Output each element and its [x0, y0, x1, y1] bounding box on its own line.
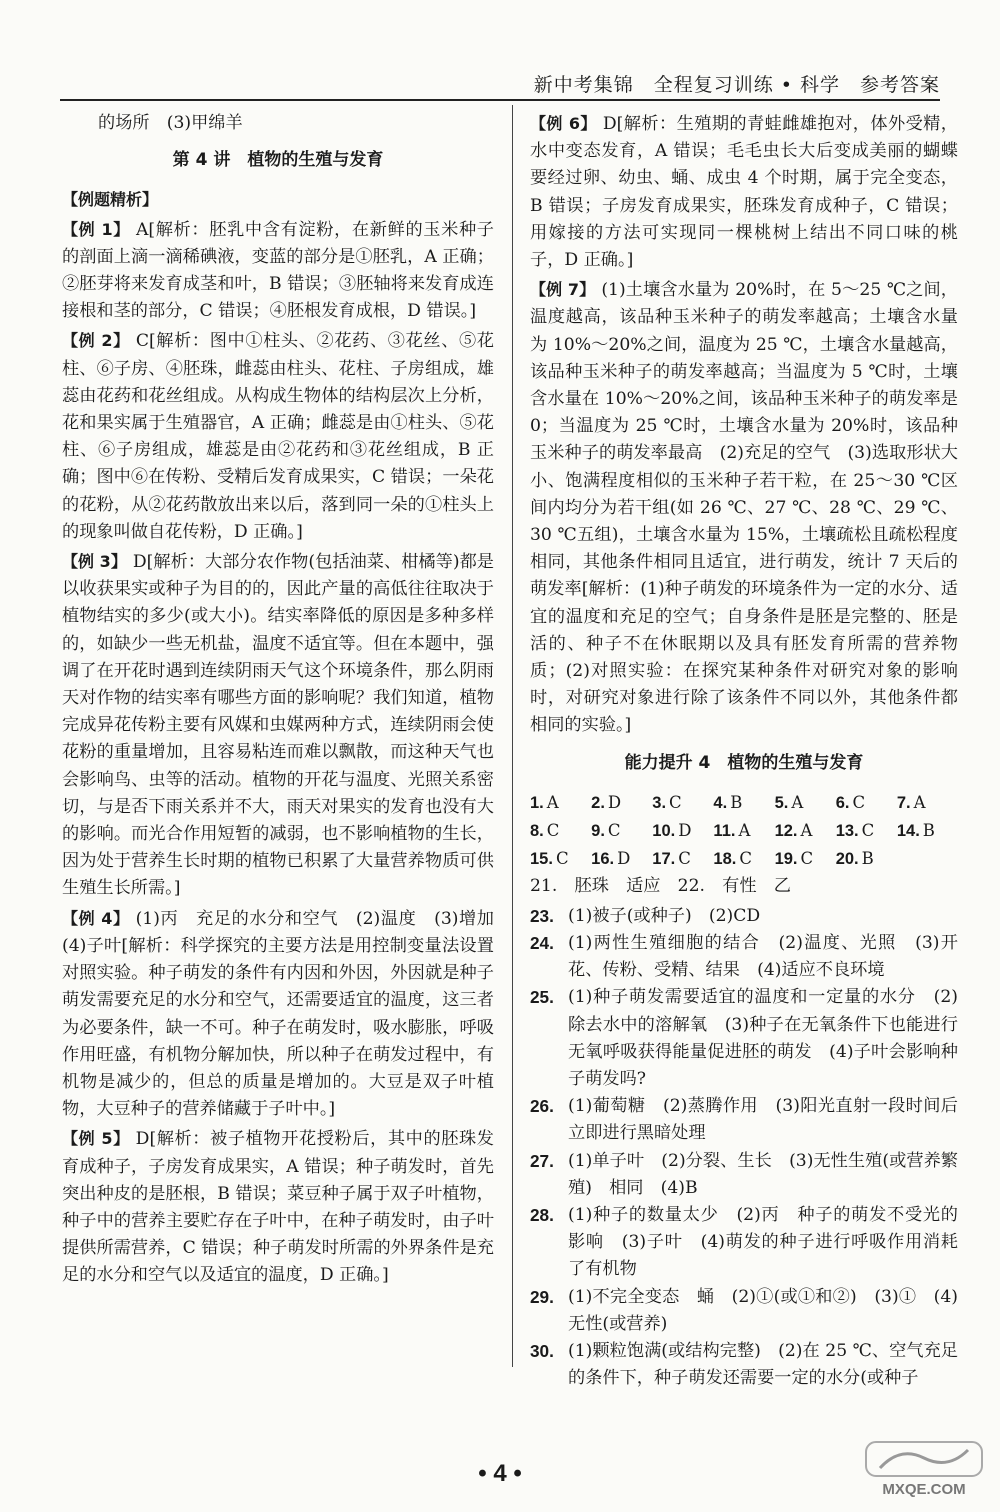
mc-answer: 9. C: [591, 821, 621, 841]
answer-27: 27. (1)单子叶 (2)分裂、生长 (3)无性生殖(或营养繁殖) 相同 (4)B: [530, 1150, 958, 1198]
answer-21-22: 21. 胚珠 适应 22. 有性 乙: [530, 876, 791, 897]
example-tag: 【例 1】: [62, 219, 130, 239]
example-text: D[解析：生殖期的青蛙雌雄抱对，体外受精，水中变态发育，A 错误；毛毛虫长大后变成美丽的蝴蝶要经过卵、幼虫、蛹、成虫 4 个时期，属于完全变态，B 错误；子房发育成果实，胚珠发育成种子，C 错误；用嫁接的方法可实现同一棵桃树上结出不同口味的桃子，D 正确。]: [530, 114, 958, 271]
watermark-text: MXQE.COM: [882, 1481, 966, 1498]
example-tag: 【例 2】: [62, 331, 130, 351]
mc-answer: 12. A: [774, 821, 813, 841]
mc-answer-grid: [530, 789, 958, 874]
example-3: [62, 548, 494, 903]
example-text: (1)丙 充足的水分和空气 (2)温度 (3)增加 (4)子叶[解析：科学探究的主要方法是用控制变量法设置对照实验。种子萌发的条件有内因和外因，外因就是种子萌发需要充足的水分和空气，还需要适宜的温度，这三者为必要条件，缺一不可。种子在萌发时，吸水膨胀，呼吸作用旺盛，有机物分解加快，所以种子在萌发过程中，有机物是减少的，但总的质量是增加的。大豆是双子叶植物，大豆种子的营养储藏于子叶中。]: [62, 908, 512, 1120]
mc-answer: 18. C: [713, 849, 752, 869]
mc-answer: 19. C: [774, 849, 814, 869]
continued-answer: 的场所 (3)甲绵羊: [98, 113, 243, 133]
header-rule: [60, 99, 940, 101]
page-number: • 4 •: [478, 1460, 522, 1487]
mc-answer: 20. B: [835, 849, 874, 869]
watermark-logo: [860, 1438, 988, 1500]
mc-answer: 11. A: [713, 821, 751, 841]
example-5: [62, 1125, 494, 1289]
mc-answer: 4. B: [713, 792, 743, 812]
section-title: 第 4 讲 植物的生殖与发育: [172, 150, 384, 171]
mc-answer: 15. C: [530, 849, 569, 869]
example-tag: 【例 7】: [530, 280, 596, 300]
answer-25: 25. (1)种子萌发需要适宜的温度和一定量的水分 (2)除去水中的溶解氧 (3)种子在无氧条件下也能进行无氧呼吸获得能量促进胚的萌发 (4)子叶会影响种子萌发吗?: [530, 987, 958, 1089]
example-tag: 【例 5】: [62, 1129, 130, 1149]
section-title-ability: 能力提升 4 植物的生殖与发育: [624, 752, 864, 773]
example-text: A[解析：胚乳中含有淀粉，在新鲜的玉米种子的剖面上滴一滴稀碘液，变蓝的部分是①胚乳，A 正确；②胚芽将来发育成茎和叶，B 错误；③胚轴将来发育成连接根和茎的部分，C 错误；④胚根发育成根，D 错误。]: [62, 219, 494, 322]
mc-answer: 6. C: [835, 792, 866, 812]
left-column: [62, 110, 512, 1292]
answer-29: 29. (1)不完全变态 蛹 (2)①(或①和②) (3)① (4)无性(或营养): [530, 1286, 958, 1334]
example-text: C[解析：图中①柱头、②花药、③花丝、⑤花柱、⑥子房、④胚珠，雌蕊由柱头、花柱、子房组成，雄蕊由花药和花丝组成。从构成生物体的结构层次上分析，花和果实属于生殖器官，A 正确；雌蕊是由①柱头、⑤花柱、⑥子房组成，雄蕊是由②花药和③花丝组成，B 正确；图中⑥在传粉、受精后发育成果实，C 错误；一朵花的花粉，从②花药散放出来以后，落到同一朵的①柱头上的现象叫做自花传粉，D 正确。]: [62, 331, 494, 542]
mc-answer: 13. C: [835, 821, 875, 841]
mc-answer: 10. D: [652, 821, 692, 841]
answer-24: 24. (1)两性生殖细胞的结合 (2)温度、光照 (3)开花、传粉、受精、结果 (4)适应不良环境: [530, 932, 958, 981]
example-7: [530, 276, 958, 739]
sub-heading: 【例题精析】: [62, 190, 159, 210]
running-header: 新中考集锦 全程复习训练 • 科学 参考答案: [533, 74, 940, 96]
column-divider: [512, 105, 513, 1367]
example-tag: 【例 4】: [62, 908, 130, 928]
mc-answer: 7. A: [896, 792, 926, 812]
right-column: [530, 110, 958, 1392]
example-text: D[解析：被子植物开花授粉后，其中的胚珠发育成种子，子房发育成果实，A 错误；种子萌发时，首先突出种皮的是胚根，B 错误；菜豆种子属于双子叶植物，种子中的营养主要贮存在子叶中，在种子萌发时，由子叶提供所需营养，C 错误；种子萌发时所需的外界条件是充足的水分和空气以及适宜的温度，D 正确。]: [62, 1129, 494, 1286]
mc-answer: 8. C: [530, 821, 560, 841]
example-tag: 【例 3】: [62, 552, 127, 572]
answer-26: 26. (1)葡萄糖 (2)蒸腾作用 (3)阳光直射一段时间后立即进行黑暗处理: [530, 1096, 958, 1144]
mc-answer: 3. C: [652, 792, 682, 812]
example-1: [62, 216, 494, 326]
example-2: [62, 327, 494, 546]
mc-answer: 14. B: [896, 821, 935, 841]
example-6: [530, 110, 958, 274]
answer-30: 30. (1)颗粒饱满(或结构完整) (2)在 25 ℃、空气充足的条件下，种子萌发还需要一定的水分(或种子: [530, 1340, 958, 1389]
answer-28: 28. (1)种子的数量太少 (2)丙 种子的萌发不受光的影响 (3)子叶 (4)萌发的种子进行呼吸作用消耗了有机物: [530, 1204, 958, 1280]
mc-answer: 17. C: [652, 849, 691, 869]
example-text: (1)土壤含水量为 20%时，在 5～25 ℃之间，温度越高，该品种玉米种子的萌发率越高；土壤含水量为 10%～20%之间，温度为 25 ℃，土壤含水量越高，该品种玉米种子的萌发率越高；当温度为 5 ℃时，土壤含水量在 10%～20%之间，该品种玉米种子的萌发率是 0；当温度为 25 ℃时，土壤含水量为 20%时，该品种玉米种子的萌发率最高 (2)充足的空气 (3)选取形状大小、饱满程度相似的玉米种子若干粒，在 25～30 ℃区间内均分为若干组(如 26 ℃、27 ℃、28 ℃、29 ℃、30 ℃五组)，土壤含水量为 15%，土壤疏松且疏松程度相同，其他条件相同且适宜，进行萌发，统计 7 天后的萌发率[解析：(1)种子萌发的环境条件为一定的水分、适宜的温度和充足的空气；自身条件是胚是完整的、胚是活的、种子不在休眠期以及具有胚发育所需的营养物质；(2)对照实验：在探究某种条件对研究对象的影响时，对研究对象进行除了该条件不同以外，其他条件都相同的实验。]: [530, 280, 958, 736]
mc-answer: 1. A: [530, 792, 559, 812]
answer-23: 23. (1)被子(或种子) (2)CD: [530, 905, 761, 926]
mc-answer: 2. D: [591, 792, 622, 812]
example-tag: 【例 6】: [530, 114, 597, 133]
example-text: D[解析：大部分农作物(包括油菜、柑橘等)都是以收获果实或种子为目的的，因此产量的高低往往取决于植物结实的多少(或大小)。结实率降低的原因是多种多样的，如缺少一些无机盐，温度不适宜等。但在本题中，强调了在开花时遇到连续阴雨天气这个环境条件，那么阴雨天对作物的结实率有哪些方面的影响呢？我们知道，植物完成异花传粉主要有风媒和虫媒两种方式，连续阴雨会使花粉的重量增加，且容易粘连而难以飘散，而这种天气也会影响鸟、虫等的活动。植物的开花与温度、光照关系密切，与是否下雨关系并不大，雨天对果实的发育也没有大的影响。而光合作用短暂的减弱，也不影响植物的生长，因为处于营养生长时期的植物已积累了大量营养物质可供生殖生长所需。]: [62, 552, 494, 899]
mc-answer: 16. D: [591, 849, 631, 869]
example-4: [62, 905, 512, 1124]
mc-answer: 5. A: [774, 792, 804, 812]
